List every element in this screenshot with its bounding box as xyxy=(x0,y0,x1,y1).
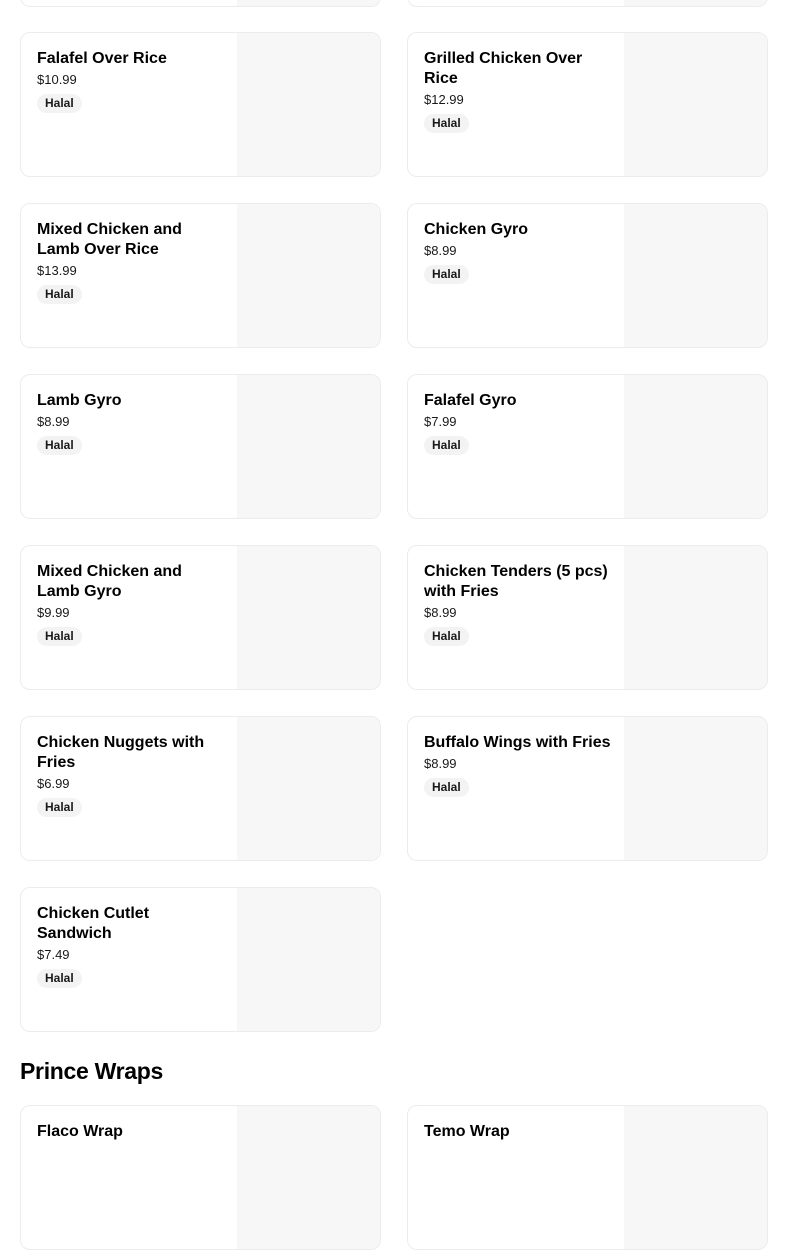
item-name: Chicken Nuggets with Fries xyxy=(37,734,205,771)
item-price: $6.99 xyxy=(37,776,70,791)
item-name: Flaco Wrap xyxy=(37,1123,123,1140)
menu-item-card[interactable] xyxy=(407,0,768,7)
item-image xyxy=(624,717,767,860)
menu-item-grilled-chicken-over-rice[interactable] xyxy=(407,32,768,177)
item-price: $13.99 xyxy=(37,263,77,278)
halal-badge: Halal xyxy=(37,285,82,304)
item-name: Chicken Cutlet Sandwich xyxy=(37,905,150,942)
menu-item-mixed-gyro[interactable] xyxy=(20,545,381,690)
item-image xyxy=(624,204,767,347)
menu-item-mixed-over-rice[interactable] xyxy=(20,203,381,348)
menu-item-chicken-tenders[interactable] xyxy=(407,545,768,690)
item-price: $8.99 xyxy=(424,605,457,620)
item-name: Buffalo Wings with Fries xyxy=(424,734,611,751)
item-name: Lamb Gyro xyxy=(37,392,122,409)
item-name: Temo Wrap xyxy=(424,1123,510,1140)
menu-item-chicken-nuggets[interactable] xyxy=(20,716,381,861)
menu-item-chicken-gyro[interactable] xyxy=(407,203,768,348)
item-image xyxy=(237,888,380,1031)
item-image xyxy=(624,546,767,689)
menu-item-chicken-cutlet-sandwich[interactable] xyxy=(20,887,381,1032)
item-name: Mixed Chicken and Lamb Over Rice xyxy=(37,221,182,258)
halal-badge: Halal xyxy=(37,94,82,113)
item-price: $8.99 xyxy=(37,414,70,429)
item-name: Falafel Over Rice xyxy=(37,50,167,67)
item-name: Falafel Gyro xyxy=(424,392,517,409)
item-image xyxy=(624,33,767,176)
item-image xyxy=(624,0,767,6)
menu-item-falafel-over-rice[interactable] xyxy=(20,32,381,177)
menu-item-temo-wrap[interactable] xyxy=(407,1105,768,1250)
item-image xyxy=(624,1106,767,1249)
item-image xyxy=(237,0,380,6)
halal-badge: Halal xyxy=(424,778,469,797)
item-price: $10.99 xyxy=(37,72,77,87)
menu-item-flaco-wrap[interactable] xyxy=(20,1105,381,1250)
menu-item-buffalo-wings[interactable] xyxy=(407,716,768,861)
item-price: $12.99 xyxy=(424,92,464,107)
item-image xyxy=(237,375,380,518)
halal-badge: Halal xyxy=(424,265,469,284)
item-image xyxy=(237,204,380,347)
item-image xyxy=(624,375,767,518)
item-image xyxy=(237,1106,380,1249)
menu-item-card[interactable] xyxy=(20,0,381,7)
item-price: $8.99 xyxy=(424,243,457,258)
item-price: $8.99 xyxy=(424,756,457,771)
item-image xyxy=(237,546,380,689)
item-name: Chicken Gyro xyxy=(424,221,529,238)
item-price: $7.99 xyxy=(424,414,457,429)
halal-badge: Halal xyxy=(37,969,82,988)
item-price: $9.99 xyxy=(37,605,70,620)
item-image xyxy=(237,33,380,176)
item-name: Chicken Tenders (5 pcs) with Fries xyxy=(424,563,608,600)
item-image xyxy=(237,717,380,860)
item-name: Mixed Chicken and Lamb Gyro xyxy=(37,563,182,600)
halal-badge: Halal xyxy=(37,798,82,817)
halal-badge: Halal xyxy=(424,627,469,646)
menu-item-lamb-gyro[interactable] xyxy=(20,374,381,519)
section-title: Prince Wraps xyxy=(20,1058,163,1084)
item-name: Grilled Chicken Over Rice xyxy=(424,50,583,87)
halal-badge: Halal xyxy=(424,436,469,455)
halal-badge: Halal xyxy=(37,627,82,646)
menu-item-falafel-gyro[interactable] xyxy=(407,374,768,519)
halal-badge: Halal xyxy=(37,436,82,455)
item-price: $7.49 xyxy=(37,947,70,962)
halal-badge: Halal xyxy=(424,114,469,133)
